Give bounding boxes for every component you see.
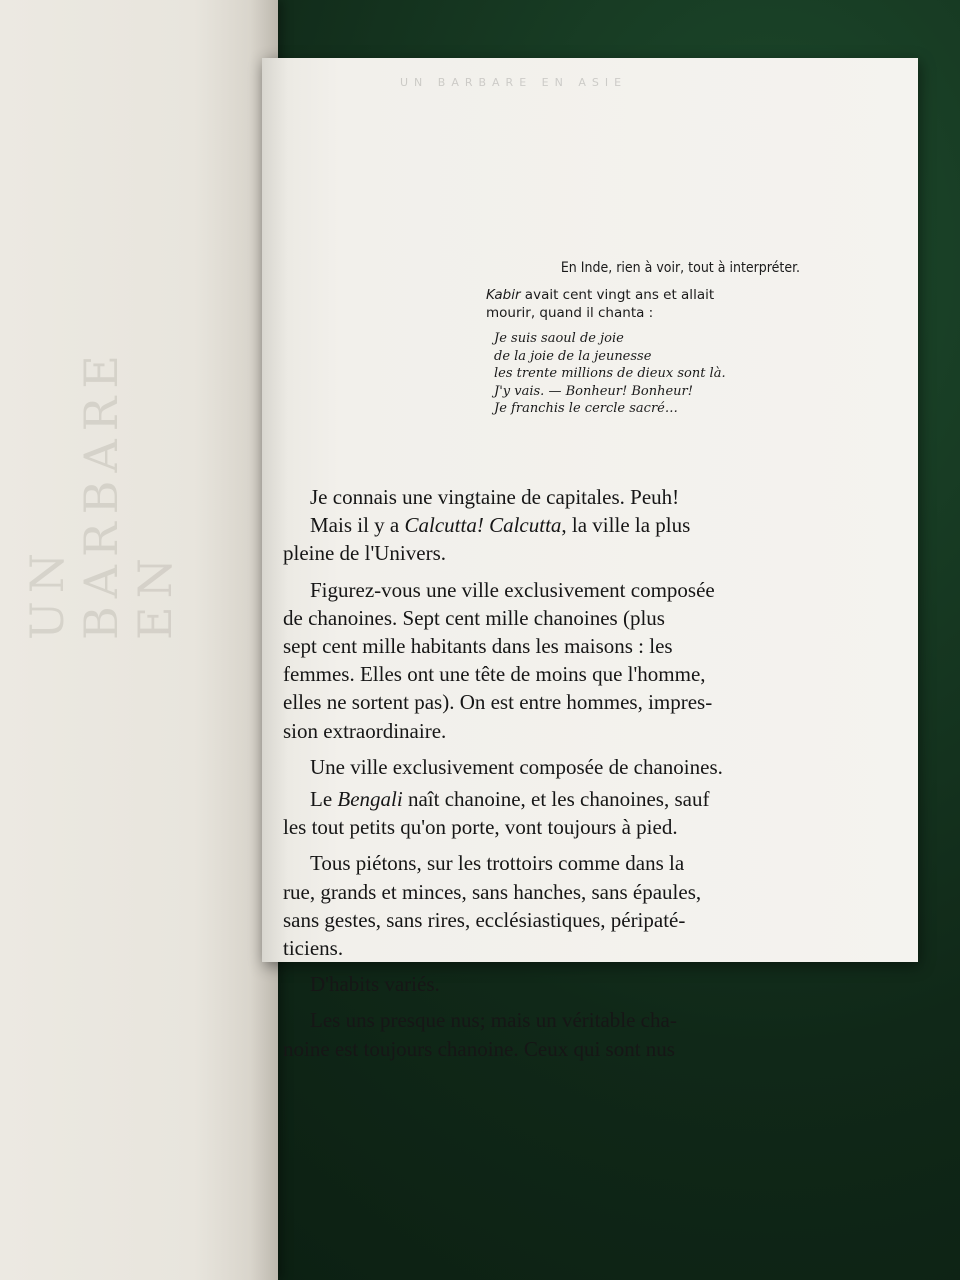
epigraph-line: En Inde, rien à voir, tout à interpréter. bbox=[560, 260, 800, 276]
text-span: Le bbox=[310, 787, 338, 812]
text-span: Tous piétons, sur les trottoirs comme dans la bbox=[310, 851, 685, 876]
text-span: Je connais une vingtaine de capitales. Peuh! bbox=[310, 485, 680, 509]
text-span-italic: Bengali bbox=[337, 787, 403, 812]
text-span: noine est toujours chanoine. Ceux qui sont nus bbox=[283, 1036, 675, 1061]
text-span: sept cent mille habitants dans les maisons : les bbox=[283, 634, 673, 659]
text-span: Mais il y a bbox=[310, 513, 405, 538]
text-line bbox=[283, 717, 793, 745]
text-span: sion extraordinaire. bbox=[283, 718, 447, 743]
text-span: pleine de l'Univers. bbox=[283, 541, 446, 566]
text-span: ticiens. bbox=[283, 936, 344, 961]
text-span: Figurez-vous une ville exclusivement composée bbox=[310, 577, 715, 602]
text-span: Une ville exclusivement composée de chanoines. bbox=[310, 754, 723, 779]
verse-line: Je suis saoul de joie bbox=[494, 331, 624, 346]
text-span: rue, grands et minces, sans hanches, sans épaules, bbox=[283, 879, 702, 904]
bleed-through-text: UN BARBARE EN bbox=[20, 347, 182, 640]
text-span: femmes. Elles ont une tête de moins que l'homme, bbox=[283, 662, 706, 687]
bleed-through-running-head: UN BARBARE EN ASIE bbox=[400, 76, 628, 89]
text-line bbox=[283, 604, 793, 632]
body-text bbox=[283, 483, 793, 1063]
epigraph-intro-line2: mourir, quand il chanta : bbox=[486, 305, 654, 321]
text-line bbox=[283, 849, 793, 877]
text-line bbox=[283, 1006, 793, 1034]
text-line bbox=[283, 753, 793, 781]
text-line bbox=[283, 813, 793, 841]
text-line bbox=[283, 878, 793, 906]
text-span: D'habits variés. bbox=[310, 972, 440, 997]
text-span: , la ville la plus bbox=[561, 513, 691, 538]
text-span: de chanoines. Sept cent mille chanoines (plus bbox=[283, 605, 665, 630]
text-line bbox=[283, 660, 793, 688]
text-line bbox=[283, 483, 793, 511]
text-span: elles ne sortent pas). On est entre hommes, impres- bbox=[283, 690, 713, 715]
text-line bbox=[283, 539, 793, 567]
epigraph-name: Kabir bbox=[486, 287, 521, 303]
verse-line: Je franchis le cercle sacré… bbox=[494, 401, 678, 416]
text-line bbox=[283, 934, 793, 962]
epigraph-intro-rest: avait cent vingt ans et allait bbox=[520, 287, 715, 303]
text-span: Les uns presque nus; mais un véritable cha- bbox=[310, 1008, 677, 1033]
left-page bbox=[0, 0, 278, 1280]
text-line bbox=[283, 511, 793, 539]
text-span: les tout petits qu'on porte, vont toujours à pied. bbox=[283, 815, 678, 840]
text-line bbox=[283, 785, 793, 813]
text-span: sans gestes, sans rires, ecclésiastiques, péripaté- bbox=[283, 907, 686, 932]
verse-block bbox=[480, 330, 800, 418]
verse-line: de la joie de la jeunesse bbox=[494, 348, 652, 364]
verse-line: les trente millions de dieux sont là. bbox=[494, 366, 726, 381]
text-line bbox=[283, 632, 793, 660]
epigraph bbox=[480, 260, 800, 418]
text-span: naît chanoine, et les chanoines, sauf bbox=[402, 787, 710, 812]
epigraph-intro bbox=[480, 286, 800, 322]
text-line bbox=[283, 906, 793, 934]
text-line bbox=[283, 576, 793, 604]
text-line bbox=[283, 1035, 793, 1063]
text-span-italic: Calcutta! Calcutta bbox=[404, 513, 562, 538]
text-line bbox=[283, 688, 793, 716]
verse-line: J'y vais. — Bonheur! Bonheur! bbox=[494, 383, 693, 399]
text-line bbox=[283, 970, 793, 998]
